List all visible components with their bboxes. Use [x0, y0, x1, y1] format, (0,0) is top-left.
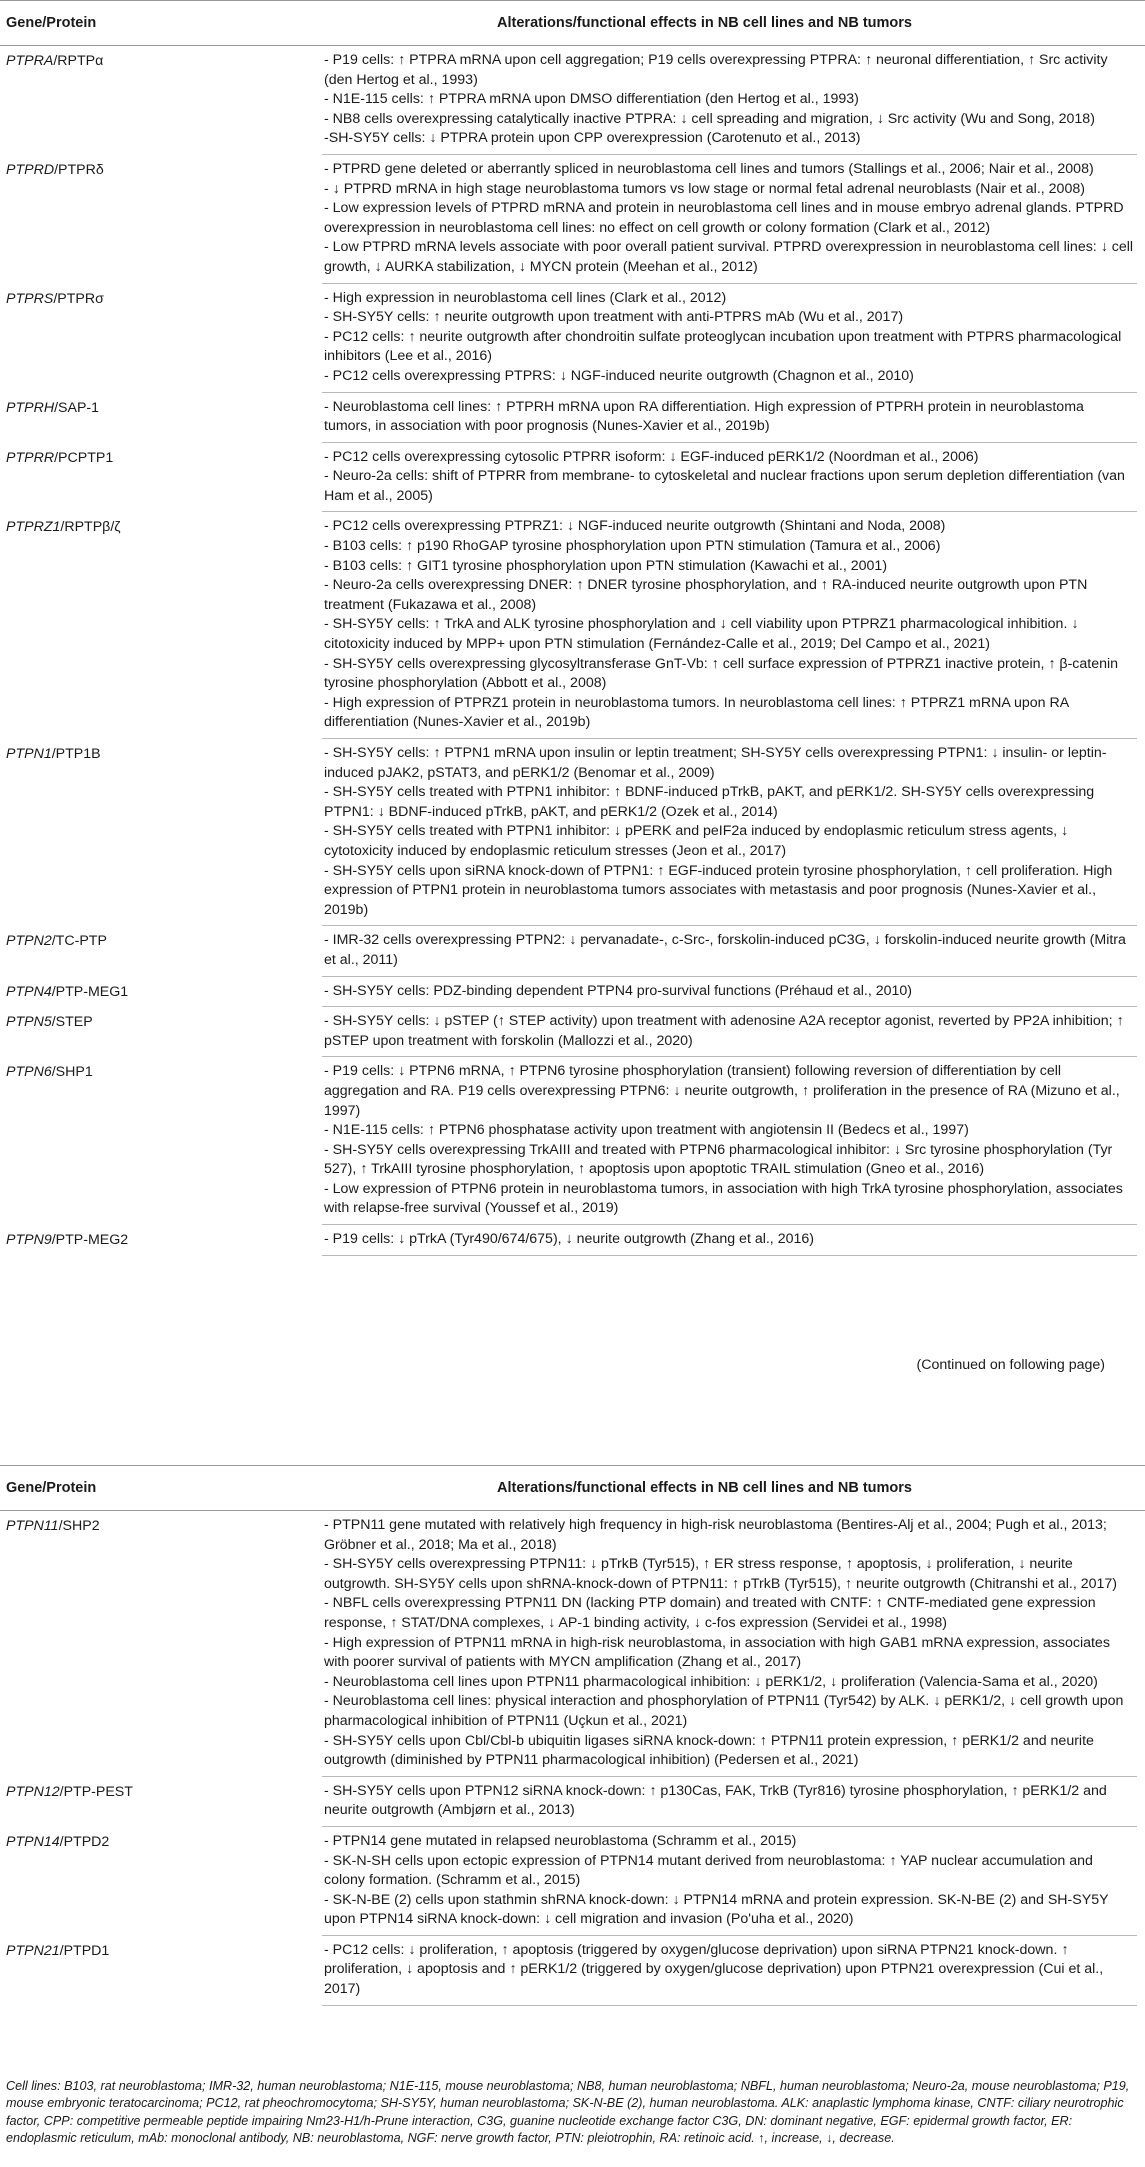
effect-line: - PC12 cells overexpressing PTPRS: ↓ NGF-induced neurite outgrowth (Chagnon et al., 2010) — [324, 367, 914, 384]
effect-line: - NB8 cells overexpressing catalytically inactive PTPRA: ↓ cell spreading and migration, ↓ Src activity (Wu and Song, 2018) — [324, 110, 1095, 127]
effects-cell — [322, 155, 1137, 284]
effect-line: - SH-SY5Y cells: ↑ TrkA and ALK tyrosine phosphorylation and ↓ cell viability upon PTPRZ1 pharmacological inhibition. ↓ citotoxicity induced by MPP+ upon PTN stimulation (Fernández-Calle et al., 2019; Del Campo et al., 2021) — [324, 616, 1079, 653]
gene-symbol: PTPRR — [6, 449, 55, 466]
effect-line: - SK-N-BE (2) cells upon stathmin shRNA knock-down: ↓ PTPN14 mRNA and protein expression. SK-N-BE (2) and SH-SY5Y upon PTPN14 siRNA knock-down: ↓ cell migration and invasion (Po'uha et al., 2020) — [324, 1891, 1109, 1928]
gene-symbol: PTPN12 — [6, 1783, 60, 1800]
gene-protein-cell — [0, 1225, 316, 1256]
effect-line: - SH-SY5Y cells treated with PTPN1 inhibitor: ↓ pPERK and peIF2a induced by endoplasmic reticulum stress agents, ↓ cytotoxicity induced by endoplasmic reticulum stresses (Jeon et al., 2017) — [324, 823, 1069, 859]
table-row — [0, 739, 1145, 926]
table-row — [0, 1936, 1145, 2006]
table-row — [0, 1225, 1145, 1256]
gene-symbol: PTPN1 — [6, 746, 52, 762]
header-alterations: Alterations/functional effects in NB cell lines and NB tumors — [497, 1480, 912, 1496]
effect-line: - N1E-115 cells: ↑ PTPRA mRNA upon DMSO differentiation (den Hertog et al., 1993) — [324, 91, 859, 108]
gene-symbol: PTPN4 — [6, 983, 52, 1000]
gene-symbol: PTPRA — [6, 53, 54, 69]
protein-name: /PTPD1 — [59, 1942, 110, 1959]
protein-name: /TC-PTP — [51, 933, 107, 950]
protein-name: /SAP-1 — [54, 399, 100, 416]
effect-line: - P19 cells: ↓ pTrkA (Tyr490/674/675), ↓ neurite outgrowth (Zhang et al., 2016) — [324, 1231, 814, 1248]
gene-symbol: PTPN9 — [6, 1232, 52, 1249]
table-row — [0, 46, 1145, 155]
gene-symbol: PTPRS — [6, 290, 54, 307]
gene-protein-cell — [0, 1007, 316, 1057]
gene-protein-cell — [0, 926, 316, 976]
gene-protein-cell — [0, 393, 316, 443]
table-row — [0, 284, 1145, 393]
effect-line: - PC12 cells overexpressing cytosolic PTPRR isoform: ↓ EGF-induced pERK1/2 (Noordman et al., 2006) — [324, 448, 979, 465]
effects-cell — [322, 977, 1137, 1008]
protein-name: /SHP2 — [58, 1518, 100, 1534]
effect-line: - PTPRD gene deleted or aberrantly spliced in neuroblastoma cell lines and tumors (Stallings et al., 2006; Nair et al., 2008) — [324, 160, 1094, 177]
table-row — [0, 977, 1145, 1008]
protein-name: /SHP1 — [51, 1064, 93, 1081]
table-row — [0, 393, 1145, 443]
gene-symbol: PTPN5 — [6, 1014, 52, 1031]
effects-cell — [322, 1827, 1137, 1936]
effect-line: - IMR-32 cells overexpressing PTPN2: ↓ pervanadate-, c-Src-, forskolin-induced pC3G, ↓ forskolin-induced neurite growth (Mitra et al., 2011) — [324, 932, 1126, 968]
effect-line: - SH-SY5Y cells treated with PTPN1 inhibitor: ↑ BDNF-induced pTrkB, pAKT, and pERK1/2. SH-SY5Y cells overexpressing PTPN1: ↓ BDNF-induced pTrkB, pAKT, and pERK1/2 (Ozek et al., 2014) — [324, 784, 1095, 820]
gene-protein-cell — [0, 46, 316, 155]
table-row — [0, 443, 1145, 513]
effects-cell — [322, 1007, 1137, 1057]
protein-name: /PTP-PEST — [59, 1783, 133, 1800]
gene-symbol: PTPN14 — [6, 1833, 60, 1850]
gene-protein-cell — [0, 1936, 316, 2006]
effect-line: - PC12 cells: ↑ neurite outgrowth after chondroitin sulfate proteoglycan incubation upon treatment with PTPRS pharmacological inhibitors (Lee et al., 2016) — [324, 328, 1122, 365]
effects-cell — [322, 284, 1137, 393]
effect-line: - Neuroblastoma cell lines: ↑ PTPRH mRNA upon RA differentiation. High expression of PTPRH protein in neuroblastoma tumors, in association with poor prognosis (Nunes-Xavier et al., 2019b) — [324, 398, 1084, 435]
protein-name: /PTPRσ — [53, 290, 104, 307]
protein-name: /PTP-MEG1 — [51, 983, 129, 1000]
effect-line: - PTPN11 gene mutated with relatively high frequency in high-risk neuroblastoma (Bentires-Alj et al., 2004; Pugh et al., 2013; Gröbner et al., 2018; Ma et al., 2018) — [324, 1517, 1107, 1553]
effect-line: - SH-SY5Y cells: ↑ neurite outgrowth upon treatment with anti-PTPRS mAb (Wu et al., 2017) — [324, 309, 904, 326]
effect-line: - SH-SY5Y cells upon PTPN12 siRNA knock-down: ↑ p130Cas, FAK, TrkB (Tyr816) tyrosine phosphorylation, ↑ pERK1/2 and neurite outgrowth (Ambjørn et al., 2013) — [324, 1782, 1107, 1819]
effect-line: - SH-SY5Y cells upon Cbl/Cbl-b ubiquitin ligases siRNA knock-down: ↑ PTPN11 protein expression, ↑ pERK1/2 and neurite outgrowth (diminished by PTPN11 pharmacological inhibition) (Pedersen et al., 2021) — [324, 1732, 1094, 1769]
table-row — [0, 155, 1145, 284]
effect-line: - SH-SY5Y cells upon siRNA knock-down of PTPN1: ↑ EGF-induced protein tyrosine phosphorylation, ↑ cell proliferation. High expression of PTPN1 protein in neuroblastoma tumors associates with metastasis and poor prognosis (Nunes-Xavier et al., 2019b) — [324, 862, 1113, 918]
effect-line: - Low expression of PTPN6 protein in neuroblastoma tumors, in association with high TrkA tyrosine phosphorylation, associates with relapse-free survival (Youssef et al., 2019) — [324, 1180, 1123, 1217]
effect-line: - NBFL cells overexpressing PTPN11 DN (lacking PTP domain) and treated with CNTF: ↑ CNTF-mediated gene expression response, ↑ STAT/DNA complexes, ↓ AP-1 binding activity, ↓ c-fos expression (Servidei et al., 1998) — [324, 1595, 1096, 1631]
effect-line: - SH-SY5Y cells: PDZ-binding dependent PTPN4 pro-survival functions (Préhaud et al., 2010) — [324, 982, 913, 999]
table-row — [0, 926, 1145, 976]
gene-symbol: PTPN6 — [6, 1064, 52, 1081]
table-part-2 — [0, 1465, 1145, 2006]
effects-cell — [322, 46, 1137, 155]
gene-protein-cell — [0, 284, 316, 393]
gene-symbol: PTPN2 — [6, 933, 52, 950]
header-alterations: Alterations/functional effects in NB cell lines and NB tumors — [497, 15, 912, 31]
table-footnote: Cell lines: B103, rat neuroblastoma; IMR-32, human neuroblastoma; N1E-115, mouse neuroblastoma; NB8, human neuroblastoma; NBFL, human neuroblastoma; Neuro-2a, mouse neuroblastoma; P19, mouse embryonic teratocarcinoma; PC12, rat pheochromocytoma; SH-SY5Y, human neuroblastoma; SK-N-BE (2), human neuroblastoma. ALK: anaplastic lymphoma kinase, CNTF: ciliary neurotrophic factor, CPP: competitive permeable peptide impairing Nm23-H1/h-Prune interaction, C3G, guanine nucleotide exchange factor C3G, DN: dominant negative, EGF: epidermal growth factor, ER: endoplasmic reticulum, mAb: monoclonal antibody, NB: neuroblastoma, NGF: nerve growth factor, PTN: pleiotrophin, RA: retinoic acid. ↑, increase, ↓, decrease. — [6, 2079, 1130, 2146]
gene-symbol: PTPRD — [6, 161, 55, 178]
gene-protein-cell — [0, 155, 316, 284]
gene-symbol: PTPRH — [6, 399, 55, 416]
effect-line: - Neuro-2a cells overexpressing DNER: ↑ DNER tyrosine phosphorylation, and ↑ RA-induced neurite outgrowth upon PTN treatment (Fukazawa et al., 2008) — [324, 577, 1088, 613]
effects-cell — [322, 1936, 1137, 2006]
table-row — [0, 1007, 1145, 1057]
gene-symbol: PTPRZ1 — [6, 519, 61, 536]
protein-name: /RPTPα — [53, 53, 104, 69]
protein-name: /RPTPβ/ζ — [60, 519, 121, 536]
effects-cell — [322, 512, 1137, 739]
effect-line: - Neuro-2a cells: shift of PTPRR from membrane- to cytoskeletal and nuclear fractions upon serum depletion differentiation (van Ham et al., 2005) — [324, 468, 1125, 504]
table-header — [0, 1465, 1145, 1511]
effect-line: - Low PTPRD mRNA levels associate with poor overall patient survival. PTPRD overexpression in neuroblastoma cell lines: ↓ cell growth, ↓ AURKA stabilization, ↓ MYCN protein (Meehan et al., 2012) — [324, 239, 1134, 275]
table-body — [0, 1511, 1145, 2006]
effect-line: - P19 cells: ↑ PTPRA mRNA upon cell aggregation; P19 cells overexpressing PTPRA: ↑ neuronal differentiation, ↑ Src activity (den Hertog et al., 1993) — [324, 52, 1108, 88]
effect-line: - High expression of PTPRZ1 protein in neuroblastoma tumors. In neuroblastoma cell lines: ↑ PTPRZ1 mRNA upon RA differentiation (Nunes-Xavier et al., 2019b) — [324, 694, 1069, 731]
effect-line: - SH-SY5Y cells: ↑ PTPN1 mRNA upon insulin or leptin treatment; SH-SY5Y cells overexpressing PTPN1: ↓ insulin- or leptin-induced pJAK2, pSTAT3, and pERK1/2 (Benomar et al., 2009) — [324, 745, 1107, 781]
gene-protein-cell — [0, 977, 316, 1008]
effects-cell — [322, 443, 1137, 513]
effect-line: - B103 cells: ↑ p190 RhoGAP tyrosine phosphorylation upon PTN stimulation (Tamura et al., 2006) — [324, 538, 941, 555]
effect-line: - SH-SY5Y cells overexpressing glycosyltransferase GnT-Vb: ↑ cell surface expression of PTPRZ1 inactive protein, ↑ β-catenin tyrosine phosphorylation (Abbott et al., 2008) — [324, 655, 1119, 692]
effect-line: - B103 cells: ↑ GIT1 tyrosine phosphorylation upon PTN stimulation (Kawachi et al., 2001) — [324, 557, 888, 574]
effect-line: - PTPN14 gene mutated in relapsed neuroblastoma (Schramm et al., 2015) — [324, 1832, 797, 1849]
table-header — [0, 0, 1145, 46]
protein-name: /PTP1B — [51, 746, 101, 762]
effects-cell — [322, 393, 1137, 443]
effect-line: - SH-SY5Y cells: ↓ pSTEP (↑ STEP activity) upon treatment with adenosine A2A receptor agonist, reverted by PP2A inhibition; ↑ pSTEP upon treatment with forskolin (Mallozzi et al., 2020) — [324, 1013, 1124, 1049]
gene-protein-cell — [0, 1511, 316, 1777]
effect-line: - ↓ PTPRD mRNA in high stage neuroblastoma tumors vs low stage or normal fetal adrenal neuroblasts (Nair et al., 2008) — [324, 180, 1085, 197]
table-row — [0, 512, 1145, 739]
effect-line: - Low expression levels of PTPRD mRNA and protein in neuroblastoma cell lines and in mouse embryo adrenal glands. PTPRD overexpression in neuroblastoma cell lines: no effect on cell growth or colony formation (Clark et al., 2012) — [324, 200, 1124, 236]
effects-cell — [322, 1511, 1137, 1777]
header-gene-protein: Gene/Protein — [6, 1480, 97, 1496]
effect-line: - SH-SY5Y cells overexpressing PTPN11: ↓ pTrkB (Tyr515), ↑ ER stress response, ↑ apoptosis, ↓ proliferation, ↓ neurite outgrowth. SH-SY5Y cells upon shRNA-knock-down of PTPN11: ↑ pTrkB (Tyr515), ↑ neurite outgrowth (Chitranshi et al., 2017) — [324, 1556, 1118, 1592]
effect-line: - High expression of PTPN11 mRNA in high-risk neuroblastoma, in association with high GAB1 mRNA expression, associates with poorer survival of patients with MYCN amplification (Zhang et al., 2017) — [324, 1634, 1110, 1671]
protein-name: /PTPRδ — [54, 161, 104, 178]
effect-line: - SH-SY5Y cells overexpressing TrkAIII and treated with PTPN6 pharmacological inhibitor: ↓ Src tyrosine phosphorylation (Tyr 527), ↑ TrkAIII tyrosine phosphorylation, ↑ apoptosis upon apoptotic TRAIL stimulation (Gneo et al., 2016) — [324, 1141, 1113, 1178]
effect-line: - N1E-115 cells: ↑ PTPN6 phosphatase activity upon treatment with angiotensin II (Bedecs et al., 1997) — [324, 1122, 969, 1139]
effects-cell — [322, 1225, 1137, 1256]
effects-cell — [322, 926, 1137, 976]
table-row — [0, 1057, 1145, 1225]
gene-protein-cell — [0, 1057, 316, 1225]
table-body — [0, 46, 1145, 1256]
gene-symbol: PTPN11 — [6, 1518, 59, 1534]
effect-line: - Neuroblastoma cell lines: physical interaction and phosphorylation of PTPN11 (Tyr542) by ALK. ↓ pERK1/2, ↓ cell growth upon pharmacological inhibition of PTPN11 (Uçkun et al., 2021) — [324, 1693, 1124, 1729]
effects-cell — [322, 1777, 1137, 1827]
gene-protein-cell — [0, 443, 316, 513]
gene-protein-cell — [0, 739, 316, 926]
header-gene-protein: Gene/Protein — [6, 15, 97, 31]
effect-line: - PC12 cells: ↓ proliferation, ↑ apoptosis (triggered by oxygen/glucose deprivation) upon siRNA PTPN21 knock-down. ↑ proliferation, ↓ apoptosis and ↑ pERK1/2 (triggered by oxygen/glucose deprivation) upon PTPN21 overexpression (Cui et al., 2017) — [324, 1941, 1104, 1998]
protein-name: /PCPTP1 — [54, 449, 114, 466]
gene-symbol: PTPN21 — [6, 1942, 60, 1959]
gene-protein-cell — [0, 1827, 316, 1936]
protein-name: /STEP — [51, 1014, 93, 1031]
protein-name: /PTPD2 — [59, 1833, 110, 1850]
effect-line: - High expression in neuroblastoma cell lines (Clark et al., 2012) — [324, 289, 727, 306]
effect-line: - Neuroblastoma cell lines upon PTPN11 pharmacological inhibition: ↓ pERK1/2, ↓ proliferation (Valencia-Sama et al., 2020) — [324, 1673, 1098, 1690]
table-row — [0, 1777, 1145, 1827]
effects-cell — [322, 739, 1137, 926]
continued-note: (Continued on following page) — [916, 1357, 1105, 1373]
table-row — [0, 1827, 1145, 1936]
effects-cell — [322, 1057, 1137, 1225]
gene-protein-cell — [0, 1777, 316, 1827]
effect-line: -SH-SY5Y cells: ↓ PTPRA protein upon CPP overexpression (Carotenuto et al., 2013) — [324, 130, 861, 147]
table-row — [0, 1511, 1145, 1777]
gene-protein-cell — [0, 512, 316, 739]
effect-line: - PC12 cells overexpressing PTPRZ1: ↓ NGF-induced neurite outgrowth (Shintani and Noda, 2008) — [324, 518, 946, 535]
effect-line: - P19 cells: ↓ PTPN6 mRNA, ↑ PTPN6 tyrosine phosphorylation (transient) following reversion of differentiation by cell aggregation and RA. P19 cells overexpressing PTPN6: ↓ neurite outgrowth, ↑ proliferation in the presence of RA (Mizuno et al., 1997) — [324, 1063, 1120, 1119]
effect-line: - SK-N-SH cells upon ectopic expression of PTPN14 mutant derived from neuroblastoma: ↑ YAP nuclear accumulation and colony formation. (Schramm et al., 2015) — [324, 1852, 1093, 1889]
protein-name: /PTP-MEG2 — [51, 1232, 129, 1249]
